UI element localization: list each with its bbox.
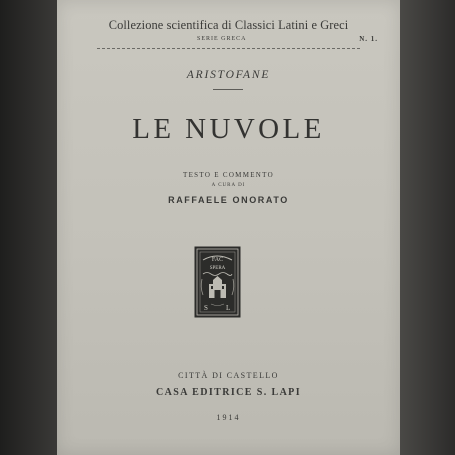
series-number: N. 1. — [359, 35, 378, 43]
series-sub: SERIE GRECA — [197, 36, 247, 42]
subtitle: TESTO E COMMENTO — [183, 171, 274, 179]
background-left-edge — [0, 0, 57, 455]
printer-device-icon — [194, 246, 241, 318]
background-right-edge — [400, 0, 455, 455]
editor-name: RAFFAELE ONORATO — [168, 195, 289, 205]
short-rule — [213, 89, 243, 90]
author-name: ARISTOFANE — [186, 69, 271, 81]
emblem-initial-right: L — [226, 304, 231, 312]
emblem-motto-top: FAC — [211, 257, 224, 263]
cura-label: A CURA DI — [211, 183, 246, 188]
emblem-initial-left: S — [204, 304, 208, 312]
book-title: LE NUVOLE — [132, 113, 325, 145]
title-page — [57, 0, 400, 455]
dashed-rule — [97, 48, 360, 49]
publisher-city: CITTÀ DI CASTELLO — [178, 371, 279, 380]
series-title: Collezione scientifica di Classici Latini e Greci — [108, 18, 349, 32]
publisher-name: CASA EDITRICE S. LAPI — [156, 387, 301, 398]
series-subrow — [57, 36, 400, 46]
publication-year: 1914 — [216, 413, 241, 422]
emblem-motto-bottom: SPERA — [209, 266, 226, 271]
